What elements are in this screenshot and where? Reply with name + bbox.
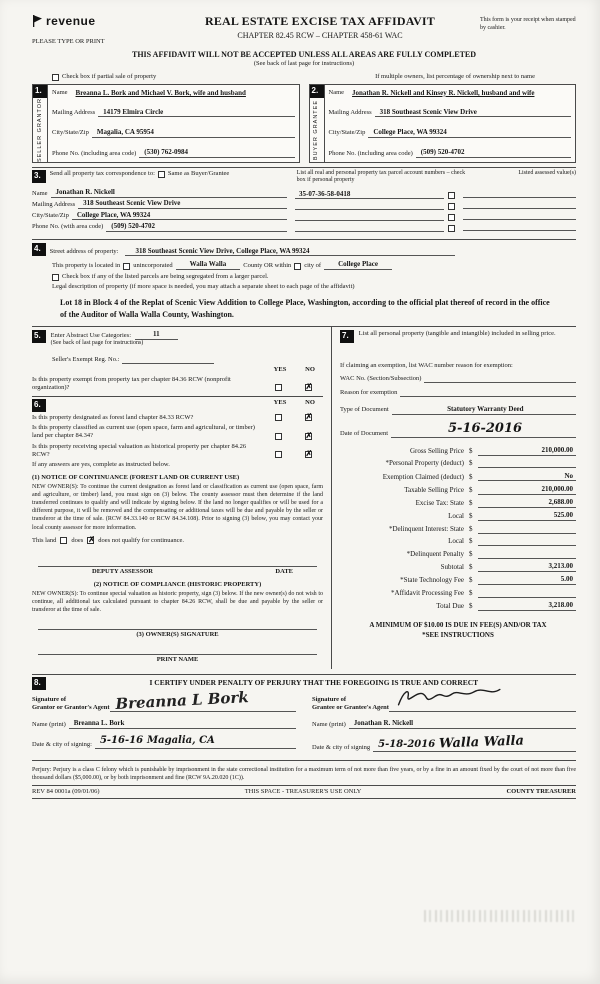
- unincorporated-checkbox[interactable]: [123, 263, 130, 270]
- grantor-sig-label-1: Signature of: [32, 695, 67, 703]
- legal-description-label: Legal description of property (if more space is needed, you may attach a separate sheet to each page of the affidavit): [52, 283, 355, 291]
- exemption-claimed-label: Exemption Claimed (deduct): [382, 472, 464, 481]
- exempt-reg-label: Seller's Exempt Reg. No.:: [52, 355, 120, 363]
- forest-no-checkbox[interactable]: [305, 414, 312, 421]
- send-correspondence-label: Send all property tax correspondence to:: [49, 170, 155, 178]
- buyer-city-field[interactable]: College Place, WA 99324: [368, 128, 571, 138]
- excise-tax-local-label: Local: [448, 512, 464, 521]
- current-use-question: Is this property classified as current use (open space, farm and agricultural, or timber) land per chapter 84.34?: [32, 424, 255, 440]
- buyer-name-label: Name: [328, 89, 345, 97]
- city-of-field[interactable]: College Place: [324, 260, 392, 270]
- assessed-value-blank-1[interactable]: [463, 187, 576, 198]
- historic-question: Is this property receiving special valuation as historical property per chapter 84.26 RCW?: [32, 442, 247, 458]
- dollar-sign: $: [469, 588, 473, 597]
- grantor-sig-label-2: Grantor or Grantor's Agent: [32, 704, 110, 711]
- street-address-label: Street address of property:: [49, 248, 119, 256]
- notice-compliance-body: NEW OWNER(S): To continue special valuation as historic property, sign (3) below. If the new owner(s) do not wish to continue, all additional tax calculated pursuant to chapter 84.26 RCW, shall be due and payable by the seller or transferor at the time of sale.: [32, 591, 323, 614]
- minimum-due-note: A MINIMUM OF $10.00 IS DUE IN FEE(S) AND/OR TAX: [369, 620, 547, 629]
- grantor-city-value: Magalia, CA: [147, 735, 215, 747]
- partial-sale-row: [52, 73, 576, 81]
- seller-address-field[interactable]: 14179 Elmira Circle: [98, 108, 294, 118]
- forest-land-question: Is this property designated as forest land chapter 84.33 RCW?: [32, 414, 194, 422]
- money-rows: [340, 446, 576, 611]
- dollar-sign: $: [469, 563, 473, 572]
- exemption-note: If claiming an exemption, list WAC number reason for exemption:: [340, 362, 513, 370]
- assessed-value-blank-4[interactable]: [463, 220, 576, 231]
- logo-text: revenue: [46, 14, 96, 29]
- parcel-personal-checkbox-4[interactable]: [448, 225, 455, 232]
- if-yes-note: If any answers are yes, complete as instructed below.: [32, 460, 170, 468]
- section-5-yes-header: YES: [273, 365, 287, 373]
- corr-phone-field[interactable]: (509) 520-4702: [106, 222, 287, 232]
- notice-continuance-title: (1) NOTICE OF CONTINUANCE (FOREST LAND OR CURRENT USE): [32, 473, 240, 481]
- dollar-sign: $: [469, 485, 473, 494]
- city-of-checkbox[interactable]: [294, 263, 301, 270]
- personal-property-label: List all personal property (tangible and intangible) included in selling price.: [358, 330, 556, 338]
- buyer-phone-field[interactable]: (509) 520-4702: [416, 148, 571, 158]
- subtotal-field[interactable]: 3,213.00: [478, 562, 576, 572]
- county-field[interactable]: Walla Walla: [176, 260, 241, 270]
- seller-name-label: Name: [52, 89, 68, 97]
- print-name-label: PRINT NAME: [156, 656, 199, 664]
- treasurer-use-label: THIS SPACE - TREASURER'S USE ONLY: [244, 788, 362, 796]
- corr-address-field[interactable]: 318 Southeast Scenic View Drive: [78, 199, 287, 209]
- segregated-label: Check box if any of the listed parcels are being segregated from a larger parcel.: [62, 273, 269, 281]
- land-does-not-label: does not qualify for continuance.: [98, 536, 185, 544]
- exempt-reg-field[interactable]: [122, 356, 214, 364]
- dollar-sign: $: [469, 472, 473, 481]
- section-3-number: 3.: [32, 170, 46, 183]
- buyer-phone-label: Phone No. (including area code): [328, 149, 413, 157]
- grantee-date-city-label: Date & city of signing: [312, 744, 371, 752]
- parcel-number-blank-2[interactable]: [295, 202, 444, 210]
- dollar-sign: $: [469, 602, 473, 611]
- abstract-use-label: Enter Abstract Use Categories:: [50, 332, 131, 340]
- same-as-buyer-label: Same as Buyer/Grantee: [167, 170, 230, 178]
- corr-name-field[interactable]: Jonathan R. Nickell: [51, 188, 287, 198]
- notice-compliance-title: (2) NOTICE OF COMPLIANCE (HISTORIC PROPERTY): [93, 580, 262, 588]
- personal-property-deduct-label: *Personal Property (deduct): [385, 459, 464, 468]
- section-6-no-header: NO: [305, 399, 315, 407]
- assessed-values-header: Listed assessed value(s): [518, 170, 576, 177]
- corr-address-label: Mailing Address: [32, 200, 76, 208]
- historic-no-checkbox[interactable]: [305, 451, 312, 458]
- assessed-value-blank-2[interactable]: [463, 198, 576, 209]
- buyer-city-label: City/State/Zip: [328, 129, 366, 137]
- wac-field[interactable]: [424, 375, 576, 383]
- current-use-yes-checkbox[interactable]: [275, 433, 282, 440]
- nonprofit-no-checkbox[interactable]: [305, 384, 312, 391]
- date-of-document-field[interactable]: 5-16-2016: [391, 421, 576, 438]
- gross-selling-price-field[interactable]: 210,000.00: [478, 446, 576, 456]
- grantee-signature-line[interactable]: [389, 702, 576, 712]
- grantee-sig-label-2: Grantee or Grantee's Agent: [312, 704, 389, 711]
- parcel-number-blank-3[interactable]: [295, 213, 444, 221]
- wac-label: WAC No. (Section/Subsection): [340, 374, 422, 382]
- dollar-sign: $: [469, 549, 473, 558]
- located-in-label: This property is located in: [52, 261, 121, 269]
- parcel-number-blank-4[interactable]: [295, 224, 444, 232]
- deputy-date-label: DATE: [275, 567, 293, 575]
- total-due-label: Total Due: [436, 602, 464, 611]
- corr-name-label: Name: [32, 189, 48, 197]
- grantee-date-city-field[interactable]: [373, 735, 576, 752]
- section-5-see-back: (See back of last page for instructions): [50, 340, 144, 347]
- print-name-line[interactable]: [38, 639, 317, 655]
- rev-form-number: REV 84 0001a (09/01/06): [32, 788, 100, 796]
- affidavit-processing-fee-label: *Affidavit Processing Fee: [391, 588, 464, 597]
- dollar-sign: $: [469, 512, 473, 521]
- grantor-name-print-label: Name (print): [32, 721, 66, 729]
- county-treasurer-label: COUNTY TREASURER: [506, 788, 576, 796]
- see-instructions-note: *SEE INSTRUCTIONS: [422, 631, 494, 640]
- total-due-field[interactable]: 3,218.00: [478, 601, 576, 611]
- dollar-sign: $: [469, 499, 473, 508]
- date-of-document-label: Date of Document: [340, 429, 389, 437]
- reason-label: Reason for exemption: [340, 388, 398, 396]
- state-technology-fee-label: *State Technology Fee: [400, 576, 464, 585]
- parcel-numbers-header: List all real and personal property tax parcel account numbers – check box if personal property: [296, 170, 466, 184]
- dollar-sign: $: [469, 537, 473, 546]
- buyer-name-field[interactable]: Jonathan R. Nickell and Kinsey R. Nickell, husband and wife: [352, 88, 535, 97]
- grantee-sig-label-1: Signature of: [312, 695, 347, 703]
- legal-description-text[interactable]: Lot 18 in Block 4 of the Replat of Scenic View Addition to College Place, Washington, according to the official plat thereof of record in the office of the Auditor of Walla Walla County, Washington.: [60, 298, 550, 319]
- notice-continuance-body: NEW OWNER(S): To continue the current designation as forest land or classification as current use (open space, farm and agriculture, or timber) land, you must sign on (3) below. The county assessor must then determine if the land transferred continues to qualify and will indicate by signing below. If the land no longer qualifies or will be used for a different purpose, it will be removed and the compensating or additional taxes will be due and payable by the seller or transferor at the time of sale. (RCW 84.33.140 or RCW 84.34.108). Prior to signing (3) below, you may contact your local county assessor for more information.: [32, 484, 323, 531]
- corr-phone-label: Phone No. (with area code): [32, 223, 104, 231]
- delinquent-interest-state-field[interactable]: [478, 525, 576, 534]
- same-as-buyer-checkbox[interactable]: [158, 171, 165, 178]
- revenue-flag-icon: [32, 14, 43, 30]
- seller-grantor-side-label: SELLER GRANTOR: [36, 98, 43, 163]
- grantor-signature-block: [32, 687, 296, 754]
- seller-city-label: City/State/Zip: [52, 129, 89, 137]
- owners-signature-line[interactable]: [38, 614, 317, 630]
- land-does-not-checkbox[interactable]: [87, 537, 94, 544]
- parcel-personal-checkbox-3[interactable]: [448, 214, 455, 221]
- seller-grantor-section: [32, 84, 300, 163]
- grantor-date-value: 5-16-16: [99, 735, 144, 747]
- section-7-number: 7.: [340, 330, 354, 343]
- grantee-city-value: Walla Walla: [438, 733, 525, 752]
- seller-city-field[interactable]: Magalia, CA 95954: [92, 128, 295, 138]
- dollar-sign: $: [469, 524, 473, 533]
- buyer-address-label: Mailing Address: [328, 109, 372, 117]
- taxable-selling-price-field[interactable]: 210,000.00: [478, 485, 576, 495]
- type-of-document-field[interactable]: Statutory Warranty Deed: [392, 405, 576, 415]
- buyer-address-field[interactable]: 318 Southeast Scenic View Drive: [375, 108, 571, 118]
- delinquent-penalty-field[interactable]: [478, 550, 576, 559]
- grantee-name-print-field[interactable]: Jonathan R. Nickell: [349, 719, 576, 729]
- gross-selling-price-label: Gross Selling Price: [409, 446, 464, 455]
- section-8-certification: [32, 674, 576, 761]
- revenue-logo: [32, 14, 160, 30]
- abstract-use-field[interactable]: 11: [135, 330, 178, 340]
- corr-city-field[interactable]: College Place, WA 99324: [72, 211, 287, 221]
- section-4-number: 4.: [32, 243, 46, 256]
- form-title: REAL ESTATE EXCISE TAX AFFIDAVIT: [204, 14, 436, 28]
- nonprofit-question: Is this property exempt from property tax per chapter 84.36 RCW (nonprofit organization)?: [32, 375, 231, 392]
- section-6-number: 6.: [32, 399, 46, 412]
- nonprofit-yes-checkbox[interactable]: [275, 384, 282, 391]
- subtotal-label: Subtotal: [440, 563, 464, 572]
- delinquent-interest-local-field[interactable]: [478, 537, 576, 546]
- grantor-name-print-field[interactable]: Breanna L. Bork: [69, 719, 296, 729]
- section-5-abstract-use: [32, 330, 323, 392]
- section-4-property: [32, 239, 576, 320]
- corr-city-label: City/State/Zip: [32, 212, 69, 220]
- land-line-pre: This land: [32, 536, 57, 544]
- section-6-yes-header: YES: [273, 399, 287, 407]
- excise-tax-local-field[interactable]: 525.00: [478, 511, 576, 521]
- grantee-name-print-label: Name (print): [312, 721, 346, 729]
- seller-phone-label: Phone No. (including area code): [52, 149, 137, 157]
- dollar-sign: $: [469, 459, 473, 468]
- multiple-owners-note: If multiple owners, list percentage of ownership next to name: [375, 73, 535, 80]
- land-does-checkbox[interactable]: [60, 537, 67, 544]
- buyer-grantee-side-label: BUYER GRANTEE: [313, 100, 320, 161]
- deputy-assessor-label: DEPUTY ASSESSOR: [92, 567, 153, 575]
- street-address-field[interactable]: 318 Southeast Scenic View Drive, College Place, WA 99324: [125, 247, 455, 257]
- buyer-grantee-section: [309, 84, 577, 163]
- excise-tax-state-field[interactable]: 2,688.00: [478, 498, 576, 508]
- section-8-number: 8.: [32, 677, 46, 690]
- grantor-date-city-label: Date & city of signing:: [32, 740, 92, 748]
- dollar-sign: $: [469, 576, 473, 585]
- city-of-label: city of: [304, 261, 322, 269]
- seller-address-label: Mailing Address: [52, 109, 96, 117]
- personal-property-deduct-field[interactable]: [478, 459, 576, 468]
- section-3-tax-correspondence: [32, 167, 576, 238]
- delinquent-penalty-label: *Delinquent Penalty: [406, 549, 464, 558]
- excise-tax-state-label: Excise Tax: State: [415, 499, 464, 508]
- section-2-number: 2.: [310, 85, 324, 98]
- delinquent-interest-state-label: *Delinquent Interest: State: [388, 524, 464, 533]
- section-6-land-designation: [32, 396, 323, 664]
- dollar-sign: $: [469, 446, 473, 455]
- section-5-number: 5.: [32, 330, 46, 343]
- section-7-sale-details: [332, 327, 576, 668]
- exemption-claimed-field[interactable]: No: [478, 472, 576, 482]
- grantee-signature-block: [312, 696, 576, 754]
- partial-sale-checkbox[interactable]: [52, 74, 59, 81]
- forest-yes-checkbox[interactable]: [275, 414, 282, 421]
- deputy-assessor-signature-line[interactable]: [38, 555, 317, 567]
- assessed-value-blank-3[interactable]: [463, 209, 576, 220]
- faint-scan-stamp: [424, 910, 574, 922]
- grantee-signature-scrawl: [394, 681, 505, 713]
- perjury-statement: Perjury: Perjury is a class C felony which is punishable by imprisonment in the state correctional institution for a maximum term of not more than five years, or by a fine in an amount fixed by the court of not more than five thousand dollars ($5,000.00), or by both imprisonment and fine (RCW 9A.20.020 (1C)).: [32, 766, 576, 782]
- delinquent-interest-local-label: Local: [448, 537, 464, 546]
- partial-sale-label: Check box if partial sale of property: [62, 73, 157, 80]
- section-1-number: 1.: [33, 85, 47, 98]
- see-back-note: (See back of last page for instructions): [253, 59, 355, 67]
- unincorporated-label: unincorporated: [133, 261, 173, 269]
- certify-statement: I CERTIFY UNDER PENALTY OF PERJURY THAT THE FOREGOING IS TRUE AND CORRECT: [149, 678, 479, 688]
- warning-line: THIS AFFIDAVIT WILL NOT BE ACCEPTED UNLESS ALL AREAS ARE FULLY COMPLETED: [131, 49, 477, 59]
- affidavit-processing-fee-field[interactable]: [478, 589, 576, 598]
- receipt-note: This form is your receipt when stamped by cashier.: [480, 17, 576, 32]
- seller-phone-field[interactable]: (530) 762-0984: [139, 148, 294, 158]
- historic-yes-checkbox[interactable]: [275, 451, 282, 458]
- please-type-label: PLEASE TYPE OR PRINT: [32, 37, 105, 45]
- parcel-number-field[interactable]: 35-07-36-58-0418: [295, 190, 444, 200]
- owners-signature-label: (3) OWNER(S) SIGNATURE: [136, 631, 219, 639]
- segregated-checkbox[interactable]: [52, 274, 59, 281]
- parcel-personal-checkbox-1[interactable]: [448, 192, 455, 199]
- reason-field[interactable]: [400, 389, 576, 397]
- current-use-no-checkbox[interactable]: [305, 433, 312, 440]
- state-technology-fee-field[interactable]: 5.00: [478, 575, 576, 585]
- taxable-selling-price-label: Taxable Selling Price: [404, 485, 464, 494]
- grantor-signature-line[interactable]: [110, 687, 296, 713]
- section-5-no-header: NO: [305, 365, 315, 373]
- county-or-label: County OR within: [243, 261, 292, 269]
- grantee-date-value: 5-18-2016: [378, 738, 436, 750]
- grantor-date-city-field[interactable]: [95, 735, 296, 749]
- form-header: [32, 14, 576, 46]
- grantor-signature: Breanna L Bork: [114, 687, 249, 713]
- chapter-line: CHAPTER 82.45 RCW – CHAPTER 458-61 WAC: [237, 31, 403, 40]
- parcel-personal-checkbox-2[interactable]: [448, 203, 455, 210]
- land-does-label: does: [71, 536, 84, 544]
- seller-name-field[interactable]: Breanna L. Bork and Michael V. Bork, wife and husband: [75, 88, 246, 97]
- type-of-document-label: Type of Document: [340, 406, 389, 414]
